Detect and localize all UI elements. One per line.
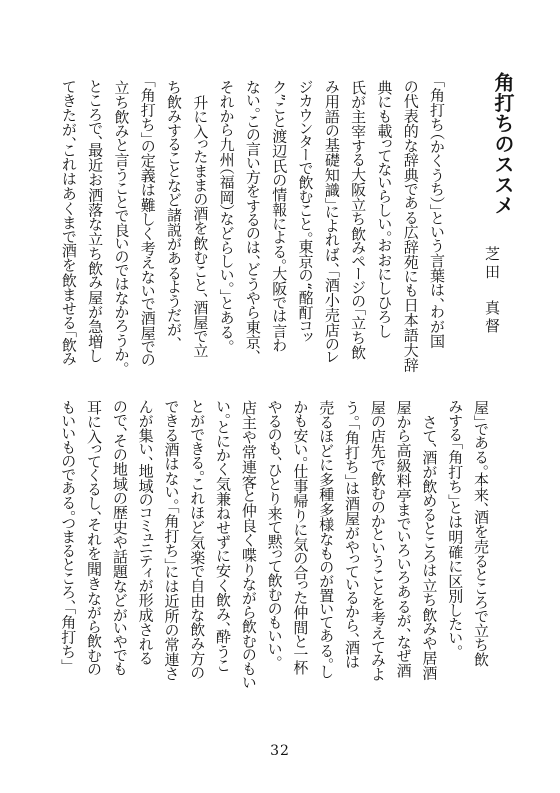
text-column: もいいものである。つまるところ、「角打ち」 [59, 400, 78, 667]
text-column: かも安い。仕事帰りに気の合った仲間と一杯 [291, 400, 310, 675]
page-number: 32 [270, 743, 290, 759]
text-column: い。とにかく気兼ねせずに安く飲み、酔うこ [214, 400, 233, 673]
text-column: 氏が主宰する大阪立ち飲みページの「立ち飲 [349, 80, 368, 360]
text-column: う。「角打ち」は酒屋がやっているから、酒は [343, 400, 362, 670]
body-upper-block [56, 80, 450, 400]
text-column: 屋の店先で飲むのかということを考えてみよ [368, 400, 387, 682]
text-column: 屋から高級料亭までいろいろあるが、なぜ酒 [394, 400, 413, 679]
text-column: ところで、最近お洒落な立ち飲み屋が急増し [86, 80, 105, 363]
text-column: ない。この言い方をするのは、どうやら東京、 [243, 80, 262, 357]
text-column: 「角打ち（かくうち）」という言葉は、わが国 [428, 80, 446, 349]
text-column: 店主や常連客と仲良く喋りながら飲むのもい [239, 400, 258, 689]
text-column: ので、その地域の歴史や話題などがいやでも [110, 400, 129, 676]
text-column: 立ち飲みと言うことで良いのではなかろうか。 [112, 80, 131, 369]
text-column: 耳に入ってくるし、それを聞きながら飲むの [85, 400, 104, 677]
text-column: 屋」である。本来、酒を売るところで立ち飲 [472, 400, 490, 667]
text-column: ク”こと渡辺氏の情報による。大阪では言わ [270, 80, 289, 353]
text-column: さて、酒が飲めるところは立ち飲みや居酒 [420, 400, 439, 681]
text-column: 升に入ったままの酒を飲むこと、酒屋で立 [191, 80, 210, 358]
text-column: み用語の基礎知識」によれば、「酒小売店のレ [322, 80, 341, 364]
text-column: んが集い、地域のコミュニティが形成される [136, 400, 155, 666]
text-column: 売るほどに多種多様なものが置いてある。し [317, 400, 336, 679]
text-column: ち飲みすることなど諸説があるようだが、 [165, 80, 184, 344]
text-column: ジカウンターで飲むこと。東京の“酩酊コッ [296, 80, 315, 343]
text-column: てきたが、これはあくまで酒を飲ませる「飲み [59, 80, 78, 367]
author-name: 芝田 真督 [483, 246, 501, 336]
text-column: とができる。これほど気楽で自由な飲み方の [188, 400, 207, 680]
text-column: 「角打ち」の定義は難しく考えないで酒屋での [138, 80, 157, 367]
body-lower-block [54, 400, 493, 720]
text-column: 典にも載ってないらしい。おおにしひろし [375, 80, 394, 339]
text-column: それから九州（福岡）などらしい。」とある。 [217, 80, 236, 347]
text-column: の代表的な辞典である広辞苑にも日本語大辞 [401, 80, 420, 373]
text-column: やるのも、ひとり来て黙って飲むのもいい。 [265, 400, 284, 663]
article-title: 角打ちのススメ [491, 72, 515, 216]
text-column: みする「角打ち」とは明確に区別したい。 [446, 400, 465, 652]
text-column: できる酒はない。「角打ち」には近所の常連さ [162, 400, 181, 682]
